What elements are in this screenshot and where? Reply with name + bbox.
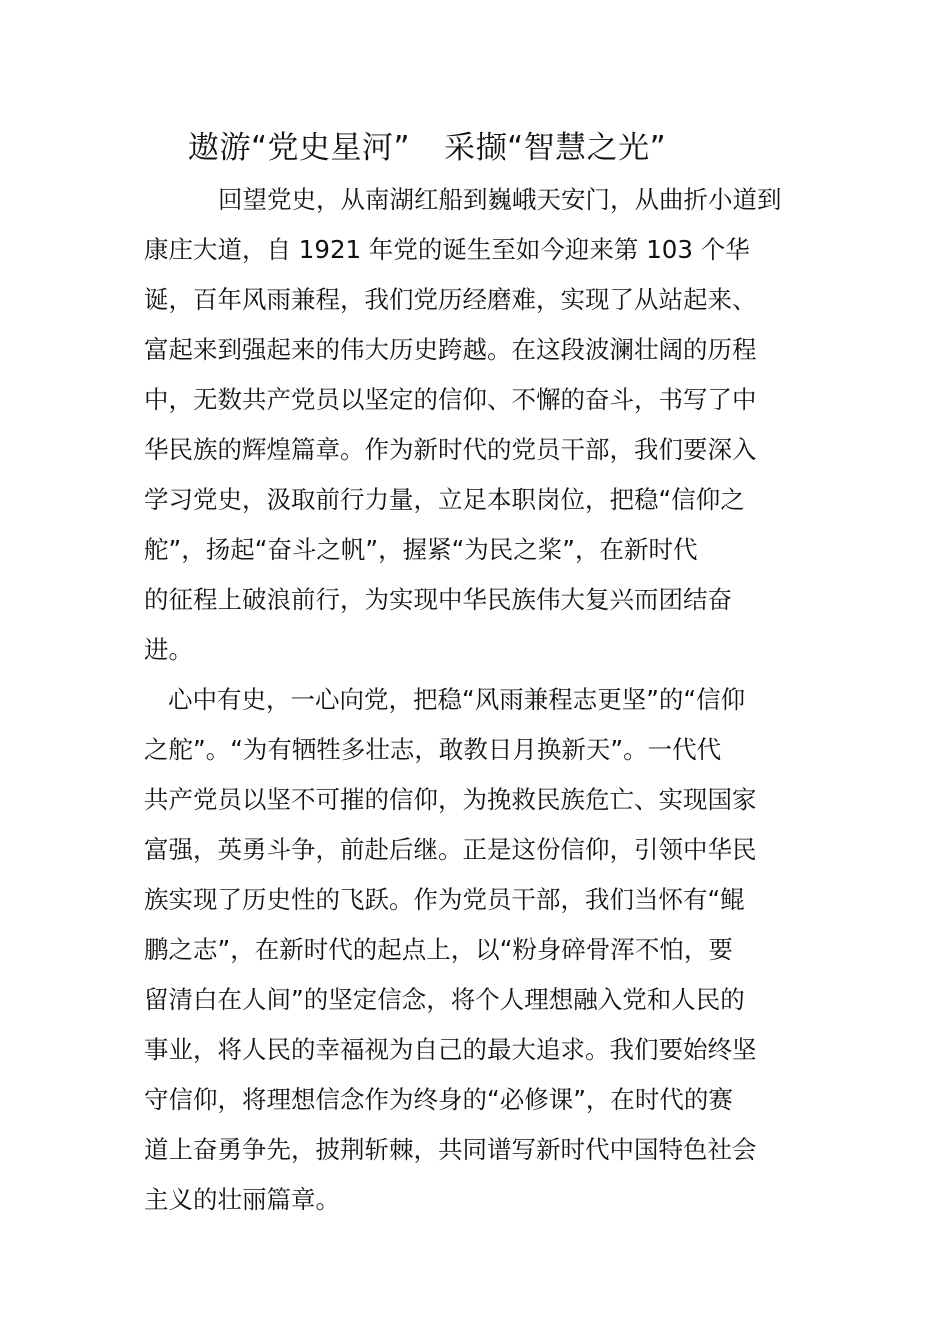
- paragraph-1-line-2: 康庄大道，自 1921 年党的诞生至如今迎来第 103 个华: [144, 235, 750, 264]
- title-part-1: 遨游“党史星河”: [188, 130, 411, 166]
- paragraph-2-line-1: 心中有史，一心向党，把稳“风雨兼程志更坚”的“信仰: [168, 685, 746, 714]
- paragraph-2-line-2: 之舵”。“为有牺牲多壮志，敢教日月换新天”。一代代: [144, 735, 722, 764]
- document-title: [188, 126, 666, 170]
- paragraph-2-line-9: 守信仰，将理想信念作为终身的“必修课”，在时代的赛: [144, 1085, 733, 1114]
- paragraph-1-line-6: 华民族的辉煌篇章。作为新时代的党员干部，我们要深入: [144, 435, 757, 464]
- paragraph-1-line-1: 回望党史，从南湖红船到巍峨天安门，从曲折小道到: [218, 185, 782, 214]
- paragraph-2-line-8: 事业，将人民的幸福视为自己的最大追求。我们要始终坚: [144, 1035, 757, 1064]
- paragraph-1-line-7: 学习党史，汲取前行力量，立足本职岗位，把稳“信仰之: [144, 485, 745, 514]
- paragraph-2-line-3: 共产党员以坚不可摧的信仰，为挽救民族危亡、实现国家: [144, 785, 757, 814]
- paragraph-2-line-5: 族实现了历史性的飞跃。作为党员干部，我们当怀有“鲲: [144, 885, 745, 914]
- paragraph-1-line-5: 中，无数共产党员以坚定的信仰、不懈的奋斗，书写了中: [144, 385, 757, 414]
- paragraph-2-line-7: 留清白在人间”的坚定信念，将个人理想融入党和人民的: [144, 985, 745, 1014]
- paragraph-2-line-6: 鹏之志”，在新时代的起点上，以“粉身碎骨浑不怕，要: [144, 935, 733, 964]
- paragraph-2-line-11: 主义的壮丽篇章。: [144, 1185, 340, 1214]
- paragraph-2-line-10: 道上奋勇争先，披荆斩棘，共同谱写新时代中国特色社会: [144, 1135, 757, 1164]
- title-part-2: 采撷“智慧之光”: [444, 130, 667, 166]
- paragraph-1-line-4: 富起来到强起来的伟大历史跨越。在这段波澜壮阔的历程: [144, 335, 757, 364]
- paragraph-1-line-8: 舵”，扬起“奋斗之帆”，握紧“为民之桨”，在新时代: [144, 535, 698, 564]
- paragraph-1-line-9: 的征程上破浪前行，为实现中华民族伟大复兴而团结奋: [144, 585, 732, 614]
- paragraph-2-line-4: 富强，英勇斗争，前赴后继。正是这份信仰，引领中华民: [144, 835, 757, 864]
- paragraph-1-line-3: 诞，百年风雨兼程，我们党历经磨难，实现了从站起来、: [144, 285, 757, 314]
- paragraph-1-line-10: 进。: [144, 635, 193, 664]
